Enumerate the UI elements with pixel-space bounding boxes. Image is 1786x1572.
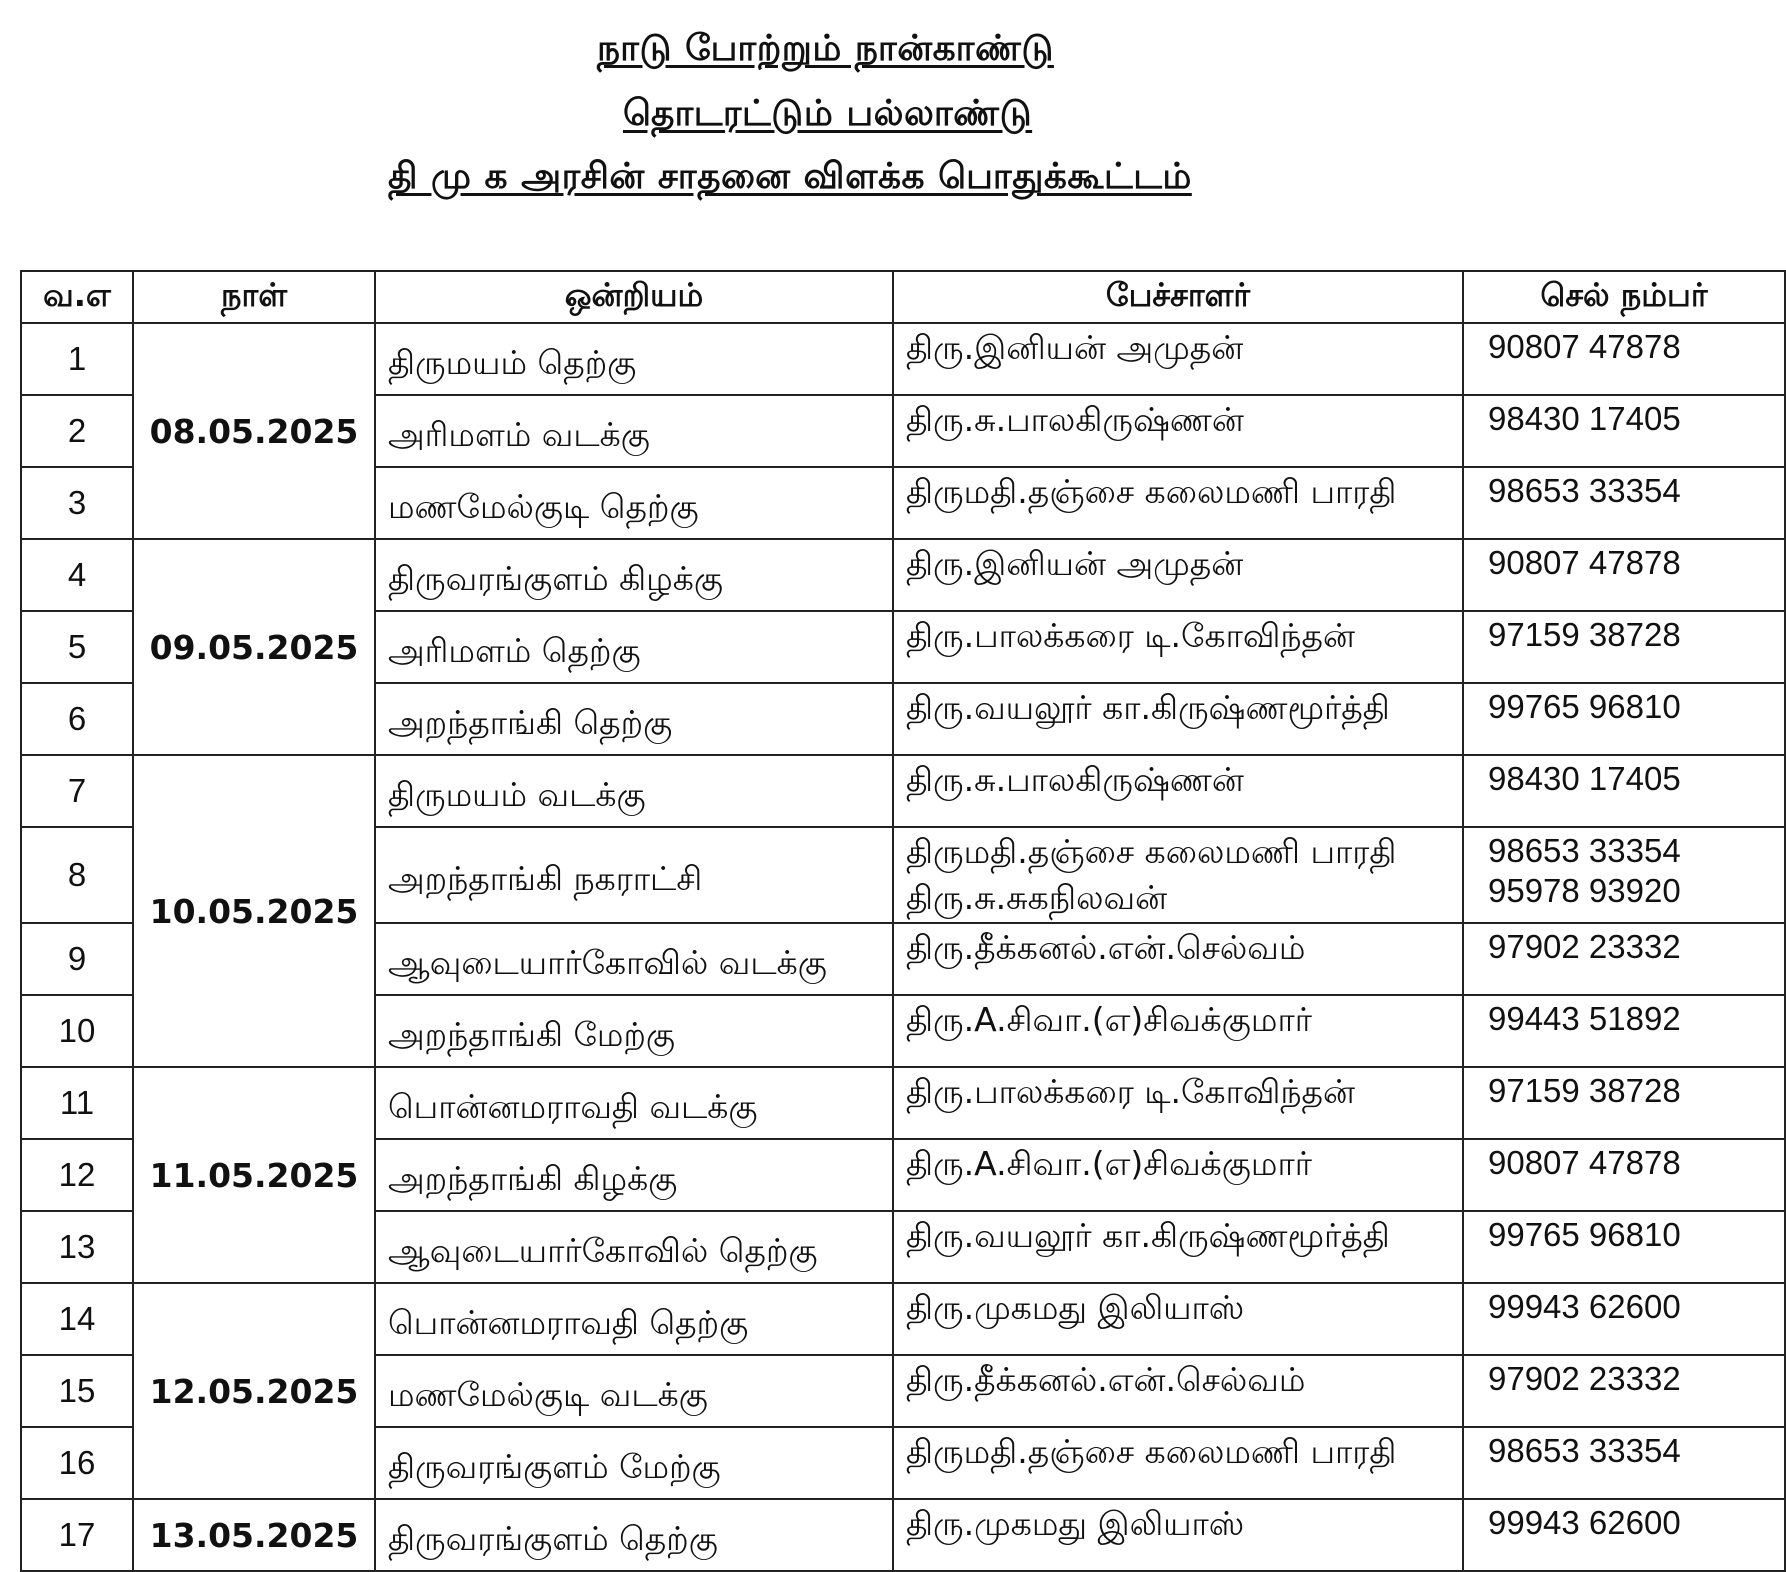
phone-cell: 99443 51892 xyxy=(1463,995,1785,1067)
header-title-line1: நாடு போற்றும் நான்காண்டு xyxy=(597,28,1054,69)
speaker-cell: திரு.இனியன் அமுதன் xyxy=(893,539,1463,611)
serial-cell: 4 xyxy=(21,539,133,611)
date-cell: 13.05.2025 xyxy=(133,1499,375,1571)
union-cell: திருமயம் வடக்கு xyxy=(375,755,893,827)
table-row xyxy=(21,1499,1785,1571)
table-row xyxy=(21,1067,1785,1139)
union-cell: திருவரங்குளம் கிழக்கு xyxy=(375,539,893,611)
table-row xyxy=(21,539,1785,611)
union-cell: ஆவுடையார்கோவில் வடக்கு xyxy=(375,923,893,995)
phone-cell: 99765 96810 xyxy=(1463,683,1785,755)
speaker-name: திருமதி.தஞ்சை கலைமணி பாரதி xyxy=(906,832,1397,871)
header-title-line3: தி மு க அரசின் சாதனை விளக்க பொதுக்கூட்டம் xyxy=(388,156,1192,197)
serial-cell: 1 xyxy=(21,323,133,395)
speaker-cell: திரு.வயலூர் கா.கிருஷ்ணமூர்த்தி xyxy=(893,1211,1463,1283)
serial-cell: 7 xyxy=(21,755,133,827)
phone-cell: 90807 47878 xyxy=(1463,539,1785,611)
phone-cell: 97159 38728 xyxy=(1463,611,1785,683)
serial-cell: 10 xyxy=(21,995,133,1067)
union-cell: பொன்னமராவதி வடக்கு xyxy=(375,1067,893,1139)
speaker-cell: திரு.தீக்கனல்.என்.செல்வம் xyxy=(893,1355,1463,1427)
phone-number-secondary: 95978 93920 xyxy=(1488,872,1681,909)
union-cell: திருவரங்குளம் மேற்கு xyxy=(375,1427,893,1499)
serial-cell: 15 xyxy=(21,1355,133,1427)
phone-cell: 99943 62600 xyxy=(1463,1499,1785,1571)
table-row xyxy=(21,755,1785,827)
speaker-cell: திரு.சு.பாலகிருஷ்ணன் xyxy=(893,395,1463,467)
serial-cell: 14 xyxy=(21,1283,133,1355)
phone-number: 98653 33354 xyxy=(1488,832,1681,869)
column-header-serial: வ.எ xyxy=(21,271,133,323)
serial-cell: 16 xyxy=(21,1427,133,1499)
speaker-cell: திருமதி.தஞ்சை கலைமணி பாரதி xyxy=(893,1427,1463,1499)
speaker-cell: திரு.வயலூர் கா.கிருஷ்ணமூர்த்தி xyxy=(893,683,1463,755)
union-cell: அறந்தாங்கி கிழக்கு xyxy=(375,1139,893,1211)
phone-cell: 99943 62600 xyxy=(1463,1283,1785,1355)
serial-cell: 13 xyxy=(21,1211,133,1283)
union-cell: பொன்னமராவதி தெற்கு xyxy=(375,1283,893,1355)
phone-cell: 99765 96810 xyxy=(1463,1211,1785,1283)
serial-cell: 9 xyxy=(21,923,133,995)
phone-cell: 90807 47878 xyxy=(1463,1139,1785,1211)
phone-cell: 97902 23332 xyxy=(1463,1355,1785,1427)
phone-cell: 98653 33354 xyxy=(1463,1427,1785,1499)
union-cell: ஆவுடையார்கோவில் தெற்கு xyxy=(375,1211,893,1283)
serial-cell: 3 xyxy=(21,467,133,539)
column-header-date: நாள் xyxy=(133,271,375,323)
speaker-cell: திரு.A.சிவா.(எ)சிவக்குமார் xyxy=(893,1139,1463,1211)
speaker-cell: திரு.சு.பாலகிருஷ்ணன் xyxy=(893,755,1463,827)
speaker-cell: திரு.முகமது இலியாஸ் xyxy=(893,1283,1463,1355)
header-title-line2: தொடரட்டும் பல்லாண்டு xyxy=(623,93,1033,134)
union-cell: அறந்தாங்கி மேற்கு xyxy=(375,995,893,1067)
speaker-cell: திரு.முகமது இலியாஸ் xyxy=(893,1499,1463,1571)
date-cell: 12.05.2025 xyxy=(133,1283,375,1499)
union-cell: அரிமளம் தெற்கு xyxy=(375,611,893,683)
union-cell: அறந்தாங்கி நகராட்சி xyxy=(375,827,893,923)
phone-cell: 98430 17405 xyxy=(1463,755,1785,827)
table-header-row xyxy=(21,271,1785,323)
speaker-cell: திரு.பாலக்கரை டி.கோவிந்தன் xyxy=(893,611,1463,683)
phone-cell xyxy=(1463,827,1785,923)
union-cell: மணமேல்குடி வடக்கு xyxy=(375,1355,893,1427)
serial-cell: 17 xyxy=(21,1499,133,1571)
speaker-cell xyxy=(893,827,1463,923)
serial-cell: 8 xyxy=(21,827,133,923)
union-cell: மணமேல்குடி தெற்கு xyxy=(375,467,893,539)
column-header-speaker: பேச்சாளர் xyxy=(893,271,1463,323)
table-row xyxy=(21,323,1785,395)
date-cell: 10.05.2025 xyxy=(133,755,375,1067)
serial-cell: 6 xyxy=(21,683,133,755)
phone-cell: 90807 47878 xyxy=(1463,323,1785,395)
date-cell: 08.05.2025 xyxy=(133,323,375,539)
serial-cell: 2 xyxy=(21,395,133,467)
phone-cell: 98430 17405 xyxy=(1463,395,1785,467)
date-cell: 11.05.2025 xyxy=(133,1067,375,1283)
serial-cell: 5 xyxy=(21,611,133,683)
phone-cell: 98653 33354 xyxy=(1463,467,1785,539)
union-cell: அரிமளம் வடக்கு xyxy=(375,395,893,467)
speaker-name-secondary: திரு.சு.சுகநிலவன் xyxy=(906,878,1168,917)
column-header-phone: செல் நம்பர் xyxy=(1463,271,1785,323)
union-cell: அறந்தாங்கி தெற்கு xyxy=(375,683,893,755)
date-cell: 09.05.2025 xyxy=(133,539,375,755)
speaker-cell: திரு.பாலக்கரை டி.கோவிந்தன் xyxy=(893,1067,1463,1139)
speaker-cell: திருமதி.தஞ்சை கலைமணி பாரதி xyxy=(893,467,1463,539)
union-cell: திருமயம் தெற்கு xyxy=(375,323,893,395)
serial-cell: 11 xyxy=(21,1067,133,1139)
serial-cell: 12 xyxy=(21,1139,133,1211)
union-cell: திருவரங்குளம் தெற்கு xyxy=(375,1499,893,1571)
speaker-cell: திரு.இனியன் அமுதன் xyxy=(893,323,1463,395)
schedule-table xyxy=(20,270,1786,1572)
column-header-union: ஒன்றியம் xyxy=(375,271,893,323)
speaker-cell: திரு.தீக்கனல்.என்.செல்வம் xyxy=(893,923,1463,995)
speaker-cell: திரு.A.சிவா.(எ)சிவக்குமார் xyxy=(893,995,1463,1067)
phone-cell: 97902 23332 xyxy=(1463,923,1785,995)
phone-cell: 97159 38728 xyxy=(1463,1067,1785,1139)
table-row xyxy=(21,1283,1785,1355)
